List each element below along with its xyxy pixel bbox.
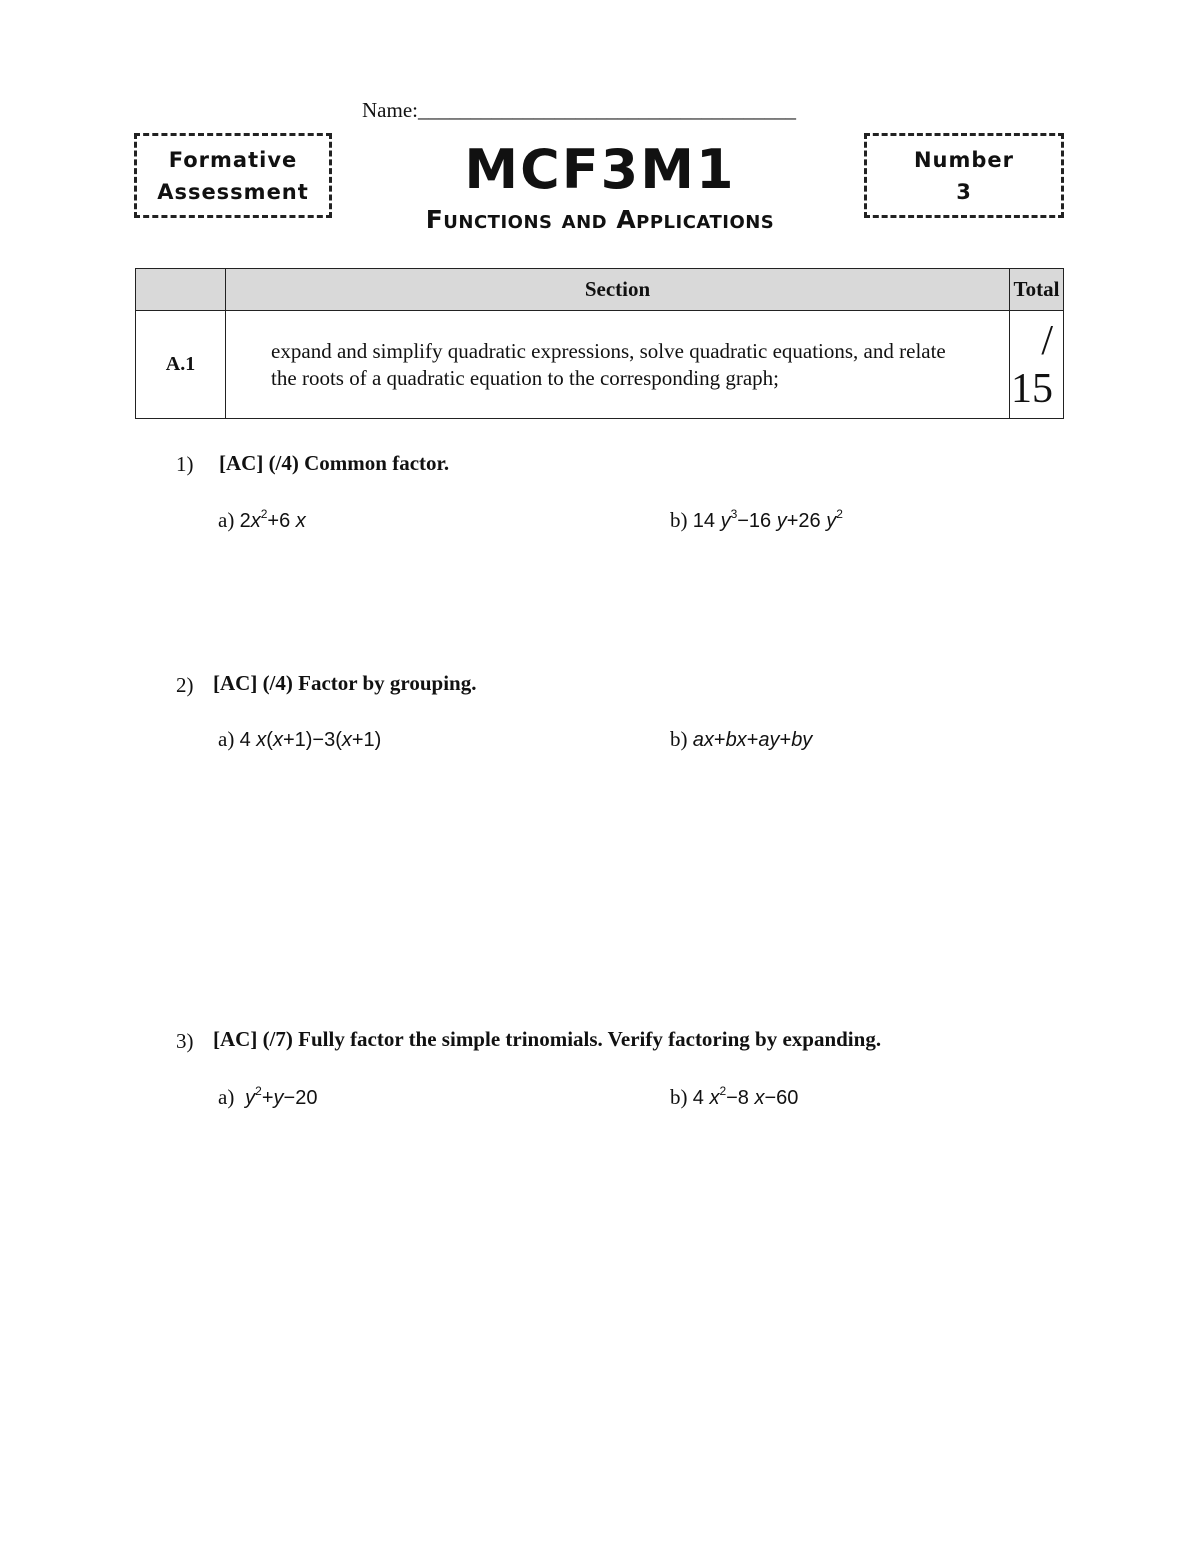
question-3-title: [AC] (/7) Fully factor the simple trinomials. Verify factoring by expanding.: [213, 1027, 882, 1051]
part-label: b): [670, 727, 688, 751]
expression: ax+bx+ay+by: [692, 729, 813, 751]
part-label: a): [218, 727, 235, 751]
question-2a: [218, 727, 381, 752]
part-label: a): [218, 508, 235, 532]
question-2-title: [AC] (/4) Factor by grouping.: [213, 671, 477, 695]
question-1b: [670, 507, 843, 533]
name-field[interactable]: Name:____________________________________: [362, 98, 796, 122]
box-right-line1: Number: [913, 147, 1015, 172]
expression: 14 $y^3-16$ y+26 $y^2$: [692, 507, 843, 532]
expression: $y^2+y-20$: [245, 1084, 318, 1109]
part-label: a): [218, 1085, 235, 1109]
course-name: Functions and Applications: [425, 205, 775, 234]
question-2-number: 2): [176, 673, 194, 697]
expression: $2x^2+6$ x: [239, 507, 306, 532]
row-total: / 15: [1010, 311, 1064, 419]
rubric-table: [135, 268, 1064, 419]
question-1-number: 1): [176, 452, 194, 476]
row-section: expand and simplify quadratic expressions, solve quadratic equations, and relate the roots of a quadratic equation to the corresponding graph;: [226, 311, 1010, 419]
question-3-number: 3): [176, 1029, 194, 1053]
course-code: MCF3M1: [464, 138, 736, 201]
box-left-line1: Formative: [168, 147, 298, 172]
box-right-line2: 3: [956, 179, 972, 204]
header-code: [136, 269, 226, 311]
part-label: b): [670, 1085, 688, 1109]
part-label: b): [670, 508, 688, 532]
box-left-line2: Assessment: [157, 179, 309, 204]
assessment-number-box: [864, 133, 1064, 218]
table-header-row: [136, 269, 1064, 311]
row-code: A.1: [136, 311, 226, 419]
question-1-title: [AC] (/4) Common factor.: [219, 451, 450, 475]
header-section: Section: [226, 269, 1010, 311]
question-1a: [218, 507, 306, 533]
question-2b: [670, 727, 812, 752]
question-3b: [670, 1084, 798, 1110]
expression: 4 $x^2-8$ x−60: [692, 1084, 799, 1109]
expression: 4 x(x+1)−3(x+1): [239, 729, 382, 751]
formative-assessment-box: [134, 133, 332, 218]
question-3a: [218, 1084, 317, 1110]
header-total: Total: [1010, 269, 1064, 311]
table-row: [136, 311, 1064, 419]
